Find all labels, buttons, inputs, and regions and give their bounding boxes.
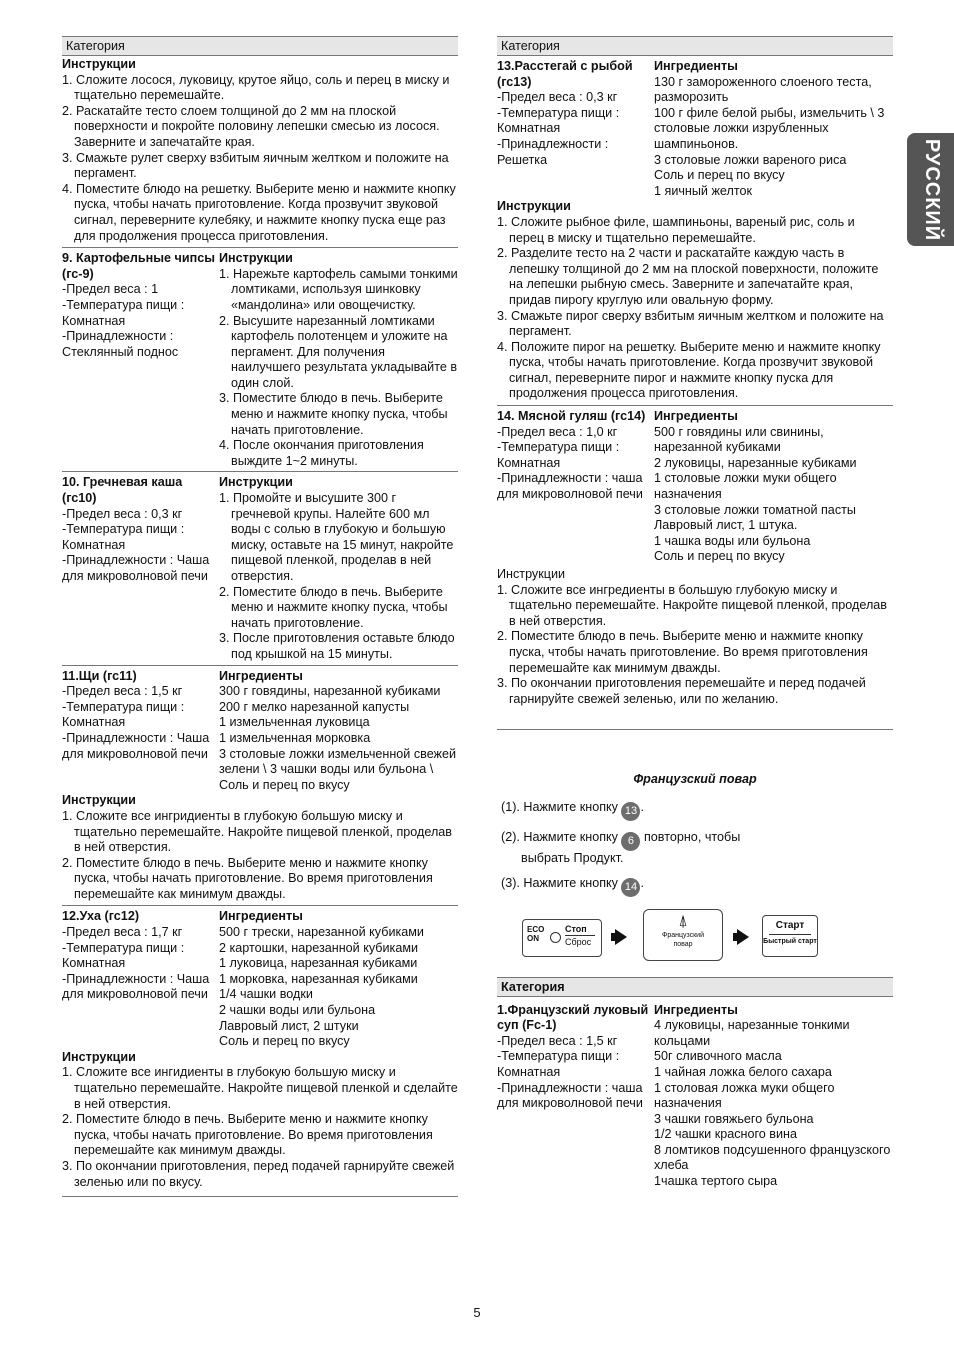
- recipe-meta: -Предел веса : 0,3 кг: [497, 90, 618, 105]
- quick-start-label: Быстрый старт: [763, 937, 817, 945]
- list-item: 4. Поместите блюдо на решетку. Выберите меню и нажмите кнопку пуска, чтобы начать приготовление. Когда прозвучит звуковой сигнал, переверните кулебяку, и нажмите кнопку пуска еще раз для продолжения процесса приготовления.: [62, 181, 456, 243]
- instruction-list: [62, 73, 458, 245]
- recipe-meta: -Принадлежности : Чаша для микроволновой печи: [62, 730, 210, 761]
- column-title: Ингредиенты: [654, 409, 738, 424]
- list-item: 2. Поместите блюдо в печь. Выберите меню и нажмите кнопку пуска, чтобы начать приготовление. Во время приготовления перемешайте как минимум дважды.: [497, 629, 868, 675]
- recipe-meta: -Температура пищи : Комнатная: [62, 940, 185, 971]
- french-chef-title: Французский повар: [633, 772, 757, 787]
- start-divider: [769, 934, 811, 935]
- column-title: Ингредиенты: [219, 668, 303, 683]
- list-item: 2. Поместите блюдо в печь. Выберите меню и нажмите кнопку пуска, чтобы начать приготовление.: [219, 584, 448, 630]
- recipe-meta: -Принадлежности : Решетка: [497, 136, 609, 167]
- ingredient: 1/2 чашки красного вина: [654, 1127, 797, 1142]
- recipe-11: [62, 666, 458, 794]
- recipe-meta: -Принадлежности : чаша для микроволновой печи: [497, 471, 643, 502]
- list-item: 1. Сложите все ингридиенты в глубокую большую миску и тщательно перемешайте. Накройте пищевой пленкой, проделав в ней отверстия.: [62, 808, 452, 855]
- button-13-icon: 13: [621, 802, 640, 821]
- eco-label: ECO: [527, 924, 545, 934]
- list-item: 1. Нарежьте картофель самыми тонкими ломтиками, используя шинковку «мандолина» или овощечистку.: [219, 266, 458, 312]
- ingredient: 130 г замороженного слоеного теста, разморозить: [654, 74, 872, 105]
- language-tab-label: РУССКИЙ: [920, 138, 943, 241]
- ingredient: 2 картошки, нарезанной кубиками: [219, 940, 419, 955]
- step-text: (2). Нажмите кнопку: [501, 829, 618, 844]
- recipe-meta: -Температура пищи : Комнатная: [497, 440, 620, 470]
- ingredient: 50г сливочного масла: [654, 1049, 782, 1064]
- section-title: Инструкции: [62, 793, 136, 808]
- ingredient: 3 столовые ложки томатной пасты: [654, 502, 856, 517]
- recipe-title: 1.Французский луковый суп (Fc-1): [497, 1002, 649, 1033]
- list-item: 2. Раскатайте тесто слоем толщиной до 2 мм на плоской поверхности и покройте половину лепешки смесью из лосося. Заверните и запечатайте края.: [62, 103, 440, 149]
- recipe-meta: -Предел веса : 1,0 кг: [497, 424, 618, 439]
- reset-label: Сброс: [565, 936, 592, 947]
- list-item: 4. Положите пирог на решетку. Выберите меню и нажмите кнопку пуска, чтобы начать приготовление. Когда прозвучит звуковой сигнал, переверните пирог и нажмите кнопку пуска для продолжения процесса приготовления.: [497, 339, 881, 401]
- ingredient: 1 измельченная луковица: [219, 715, 370, 730]
- recipe-fc1: [497, 997, 893, 1192]
- list-item: 1. Промойте и высушите 300 г гречневой крупы. Налейте 600 мл воды с солью в глубокую и большую миску, оставьте на 15 минут, накройте пищевой пленкой, проделав в ней отверстия.: [219, 491, 454, 583]
- list-item: 3. После приготовления оставьте блюдо под крышкой на 15 минуты.: [219, 631, 455, 661]
- list-item: 3. По окончании приготовления перемешайте и перед подачей гарнируйте свежей зеленью, или по желанию.: [497, 676, 866, 706]
- ingredient: 1 измельченная морковка: [219, 730, 371, 745]
- ingredient: 300 г говядины, нарезанной кубиками: [219, 684, 441, 699]
- ingredient: 3 столовые ложки вареного риса: [654, 152, 847, 167]
- ingredient: 1 столовая ложка муки общего назначения: [654, 1080, 835, 1111]
- french-chef-steps: (1). Нажмите кнопку 13 . (2). Нажмите кнопку 6 повторно, чтобы выбрать Продукт. (3). Нажмите кнопку 14 .: [497, 800, 893, 897]
- recipe-13: [497, 56, 893, 199]
- section-title: Инструкции: [62, 57, 136, 71]
- list-item: 2. Высушите нарезанный ломтиками картофель полотенцем и уложите на пергамент. Для получения наилучшего результата укладывайте в один слой.: [219, 313, 458, 390]
- list-item: 1. Сложите все ингидиенты в глубокую большую миску и тщательно перемешайте. Накройте пищевой пленкой и сделайте в ней отверстия.: [62, 1065, 458, 1111]
- recipe-title: 9. Картофельные чипсы (гс-9): [62, 251, 215, 281]
- list-item: 1. Сложите все ингредиенты в большую глубокую миску и тщательно перемешайте. Накройте пищевой пленкой, проделав в ней отверстия.: [497, 582, 887, 628]
- recipe-title: 10. Гречневая каша (гс10): [62, 475, 183, 506]
- list-item: 2. Поместите блюдо в печь. Выберите меню и нажмите кнопку пуска, чтобы начать приготовление. Во время приготовления перемешайте как минимум дважды.: [62, 1112, 433, 1158]
- arrow-stem-icon: [611, 933, 617, 941]
- on-label: ON: [527, 933, 539, 943]
- step-text: повторно, чтобы: [643, 829, 741, 844]
- list-item: 3. Смажьте рулет сверху взбитым яичным желтком и положите на пергамент.: [62, 150, 449, 181]
- ingredient: 3 столовые ложки измельченной свежей зелени \ 3 чашки воды или бульона \ Соль и перец по вкусу: [219, 746, 457, 792]
- recipe-meta: -Температура пищи : Комнатная: [62, 297, 185, 328]
- list-item: 2. Разделите тесто на 2 части и раскатайте каждую часть в лепешку толщиной до 2 мм на плоской поверхности, положите на лепешки рыбную смесь. Заверните и запечатайте края, придав пирогу круглую или овальную форму.: [497, 246, 879, 307]
- ingredient: Соль и перец по вкусу: [219, 1034, 350, 1049]
- ingredient: 1 столовые ложки муки общего назначения: [654, 471, 837, 502]
- ingredient: 3 чашки говяжьего бульона: [654, 1111, 814, 1126]
- ingredient: 200 г мелко нарезанной капусты: [219, 699, 410, 714]
- section-title: Инструкции: [497, 199, 571, 214]
- eco-dial-icon: [550, 932, 561, 943]
- ingredient: 1 чашка воды или бульона: [654, 533, 811, 548]
- ingredient: Лавровый лист, 2 штуки: [219, 1018, 359, 1033]
- list-item: 3. Смажьте пирог сверху взбитым яичным желтком и положите на пергамент.: [497, 308, 884, 339]
- recipe-10: [62, 472, 458, 664]
- list-item: 3. По окончании приготовления, перед подачей гарнируйте свежей зеленью или по вкусу.: [62, 1158, 455, 1189]
- recipe-12-instructions: [62, 1050, 458, 1196]
- start-button: [762, 915, 818, 957]
- recipe-title: 12.Уха (гс12): [62, 909, 140, 924]
- ingredient: 4 луковицы, нарезанные тонкими кольцами: [654, 1018, 850, 1048]
- right-column: [497, 36, 893, 1192]
- ingredient: 500 г трески, нарезанной кубиками: [219, 925, 424, 940]
- list-item: 4. После окончания приготовления выждите 1~2 минуты.: [219, 438, 424, 468]
- eco-stop-button: [522, 919, 602, 957]
- list-item: 2. Поместите блюдо в печь. Выберите меню и нажмите кнопку пуска, чтобы начать приготовление. Во время приготовления перемешайте как минимум дважды.: [62, 855, 433, 901]
- ingredient: Соль и перец по вкусу: [654, 549, 785, 564]
- recipe-meta: -Предел веса : 1,5 кг: [497, 1033, 618, 1048]
- recipe-meta: -Принадлежности : Чаша для микроволновой печи: [62, 553, 210, 583]
- ingredient: 1 луковица, нарезанная кубиками: [219, 956, 418, 971]
- chef-label-2: повар: [673, 940, 693, 948]
- recipe-meta: -Принадлежности : чаша для микроволновой печи: [497, 1080, 643, 1111]
- eiffel-tower-icon: ⍋: [678, 912, 688, 930]
- category-header: Категория: [497, 977, 893, 997]
- category-header: Категория: [497, 36, 893, 56]
- step-text: (3). Нажмите кнопку: [501, 875, 618, 890]
- step-text: выбрать Продукт.: [521, 850, 624, 865]
- ingredient: 1 яичный желток: [654, 183, 752, 198]
- left-column: [62, 36, 458, 1197]
- list-item: 1. Сложите рыбное филе, шампиньоны, вареный рис, соль и перец в миску и тщательно перемешайте.: [497, 214, 855, 245]
- recipe-9: [62, 248, 458, 471]
- recipe-meta: -Принадлежности : Стеклянный поднос: [62, 329, 179, 359]
- column-title: Инструкции: [219, 251, 293, 266]
- ingredient: 1 морковка, нарезанная кубиками: [219, 971, 418, 986]
- column-title: Инструкции: [219, 475, 293, 490]
- ingredient: 500 г говядины или свинины, нарезанной кубиками: [654, 424, 824, 455]
- recipe-12: [62, 906, 458, 1049]
- recipe-14-instructions: [497, 565, 893, 729]
- start-label: Старт: [775, 919, 805, 931]
- recipe-meta: -Предел веса : 1,7 кг: [62, 925, 183, 940]
- ingredient: Соль и перец по вкусу: [654, 168, 785, 183]
- section-title: Инструкции: [62, 1049, 136, 1064]
- recipe-meta: -Предел веса : 1,5 кг: [62, 684, 183, 699]
- recipe-title: 14. Мясной гуляш (гс14): [497, 409, 646, 424]
- recipe-13-instructions: [497, 199, 893, 405]
- control-panel-diagram: [497, 909, 893, 971]
- list-item: 3. Поместите блюдо в печь. Выберите меню и нажмите кнопку пуска, чтобы начать приготовление.: [219, 391, 448, 437]
- ingredient: 8 ломтиков подсушенного французского хлеба: [654, 1142, 891, 1173]
- recipe-meta: -Принадлежности : Чаша для микроволновой печи: [62, 971, 210, 1002]
- recipe-title: 11.Щи (гс11): [62, 668, 137, 683]
- intro-section: [62, 56, 458, 247]
- ingredient: 1/4 чашки водки: [219, 987, 313, 1002]
- column-title: Ингредиенты: [654, 1002, 738, 1017]
- recipe-14: [497, 406, 893, 565]
- language-tab: [907, 133, 954, 246]
- recipe-meta: -Предел веса : 1: [62, 282, 159, 297]
- ingredient: 100 г филе белой рыбы, измельчить \ 3 столовые ложки изрубленных шампиньонов.: [654, 105, 885, 151]
- recipe-meta: -Температура пищи : Комнатная: [62, 699, 185, 730]
- section-title: Инструкции: [497, 567, 566, 581]
- french-chef-button: [643, 909, 723, 961]
- column-title: Ингредиенты: [654, 59, 738, 73]
- ingredient: 2 чашки воды или бульона: [219, 1003, 376, 1018]
- recipe-meta: -Температура пищи : Комнатная: [497, 105, 620, 136]
- ingredient: 2 луковицы, нарезанные кубиками: [654, 455, 857, 470]
- stop-label: Стоп: [565, 923, 587, 934]
- chef-label-1: Французский: [662, 931, 704, 939]
- page-number: 5: [473, 1305, 481, 1320]
- step-text: (1). Нажмите кнопку: [501, 799, 618, 814]
- button-6-icon: 6: [621, 832, 640, 851]
- list-item: 1. Сложите лосося, луковицу, крутое яйцо, соль и перец в миску и тщательно перемешайте.: [62, 72, 450, 103]
- recipe-meta: -Предел веса : 0,3 кг: [62, 506, 183, 521]
- recipe-meta: -Температура пищи : Комнатная: [62, 522, 185, 552]
- recipe-title: 13.Расстегай с рыбой (гс13): [497, 59, 633, 89]
- category-header: Категория: [62, 36, 458, 56]
- ingredient: Лавровый лист, 1 штука.: [654, 518, 798, 533]
- recipe-11-instructions: [62, 793, 458, 905]
- button-14-icon: 14: [621, 878, 640, 897]
- recipe-meta: -Температура пищи : Комнатная: [497, 1049, 620, 1079]
- arrow-stem-icon: [733, 933, 739, 941]
- ingredient: 1 чайная ложка белого сахара: [654, 1064, 832, 1079]
- column-title: Ингредиенты: [219, 909, 303, 924]
- ingredient: 1чашка тертого сыра: [654, 1174, 778, 1189]
